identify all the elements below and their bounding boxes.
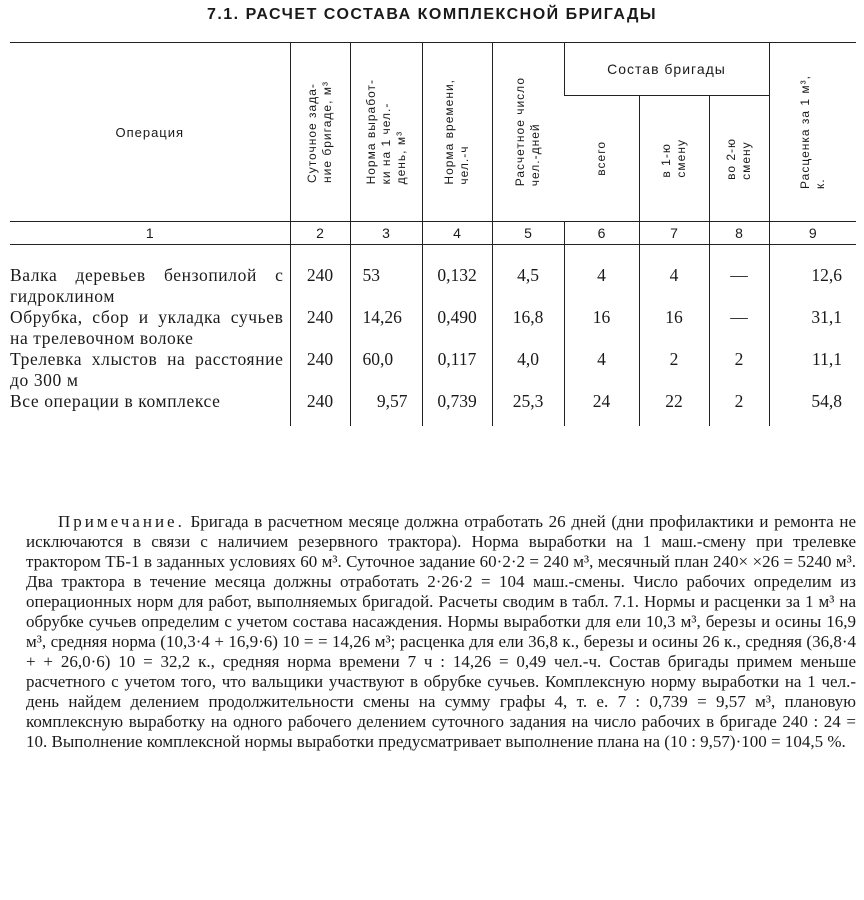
header-calc-count <box>492 43 564 222</box>
cell-crew-shift1: 16 <box>639 307 709 349</box>
header-crew-shift1 <box>639 96 709 222</box>
column-number: 9 <box>769 222 856 245</box>
column-number: 7 <box>639 222 709 245</box>
cell-crew-shift1: 2 <box>639 349 709 391</box>
table-row <box>10 307 856 349</box>
spacer-row <box>10 245 856 266</box>
note-paragraph <box>26 512 856 752</box>
column-number-row <box>10 222 856 245</box>
column-number: 3 <box>350 222 422 245</box>
crew-table-container <box>10 42 856 426</box>
header-time-norm-label: Норма времени, чел.-ч <box>442 79 471 185</box>
cell-daily-task: 240 <box>290 391 350 412</box>
header-rate <box>769 43 856 222</box>
header-crew-shift2 <box>709 96 769 222</box>
cell-crew-shift2: — <box>709 307 769 349</box>
cell-rate: 11,1 <box>769 349 856 391</box>
header-crew-total-label: всего <box>593 141 608 176</box>
cell-rate: 12,6 <box>769 265 856 307</box>
header-crew-shift2-label: во 2-ю смену <box>724 137 753 180</box>
table-row <box>10 349 856 391</box>
header-operation <box>10 43 290 222</box>
column-number: 5 <box>492 222 564 245</box>
header-output-norm-label: Норма выработ- ки на 1 чел.- день, м³ <box>363 79 408 185</box>
column-number: 8 <box>709 222 769 245</box>
cell-crew-shift2: — <box>709 265 769 307</box>
cell-output-norm: 60,0 <box>350 349 422 391</box>
cell-daily-task: 240 <box>290 307 350 349</box>
header-operation-label: Операция <box>115 124 185 140</box>
header-output-norm <box>350 43 422 222</box>
cell-calc-count: 25,3 <box>492 391 564 412</box>
cell-time-norm: 0,132 <box>422 265 492 307</box>
cell-calc-count: 4,0 <box>492 349 564 391</box>
cell-daily-task: 240 <box>290 265 350 307</box>
header-daily-task-label: Суточное зада- ние бригаде, м³ <box>305 81 334 183</box>
column-number: 4 <box>422 222 492 245</box>
cell-crew-total: 4 <box>564 265 639 307</box>
header-rate-label: Расценка за 1 м³, к. <box>797 75 827 189</box>
cell-rate: 54,8 <box>769 391 856 412</box>
cell-crew-total: 4 <box>564 349 639 391</box>
cell-output-norm: 9,57 <box>350 391 422 412</box>
header-crew-shift1-label: в 1-ю смену <box>659 139 688 178</box>
header-row-top <box>10 43 856 96</box>
cell-crew-shift2: 2 <box>709 349 769 391</box>
table-row <box>10 265 856 307</box>
cell-time-norm: 0,117 <box>422 349 492 391</box>
cell-operation: Валка деревьев бензопилой с гидроклином <box>10 265 284 306</box>
spacer-row <box>10 412 856 426</box>
cell-rate: 31,1 <box>769 307 856 349</box>
cell-operation: Трелевка хлыстов на расстояние до 300 м <box>10 349 284 390</box>
cell-operation: Обрубка, сбор и укладка сучьев на трелевочном волоке <box>10 307 284 348</box>
cell-crew-shift2: 2 <box>709 391 769 412</box>
column-number: 1 <box>10 222 290 245</box>
cell-crew-total: 16 <box>564 307 639 349</box>
header-daily-task <box>290 43 350 222</box>
cell-output-norm: 14,26 <box>350 307 422 349</box>
cell-time-norm: 0,739 <box>422 391 492 412</box>
cell-crew-total: 24 <box>564 391 639 412</box>
cell-crew-shift1: 22 <box>639 391 709 412</box>
header-crew-total <box>564 96 639 222</box>
note-text: Бригада в расчетном месяце должна отработать 26 дней (дни профилактики и ремонта не исключаются в связи с наличием резервного трактора). Норма выработки на 1 маш.-смену при трелевке трактором ТБ-1 в заданных условиях 60 м³. Суточное задание 60·2·2 = 240 м³, месячный план 240× ×26 = 5240 м³. Два трактора в течение месяца должны отработать 2·26·2 = 104 маш.-смены. Число рабочих определим из операционных норм для работ, выполняемых бригадой. Расчеты сводим в табл. 7.1. Нормы и расценки за 1 м³ на обрубке сучьев определим с учетом состава насаждения. Нормы выработки для ели 10,3 м³, березы и осины 16,9 м³, средняя норма (10,3·4 + 16,9·6) 10 = = 14,26 м³; расценка для ели 36,8 к., березы и осины 26 к., средняя (36,8·4 + + 26,0·6) 10 = 32,2 к., средняя норма времени 7 ч : 14,26 = 0,49 чел.-ч. Состав бригады примем меньше расчетного с учетом того, что вальщики участвуют в обрубке сучьев. Комплексную норму выработки на 1 чел.-день найдем делением продолжительности смены на сумму графы 4, т. е. 7 : 0,739 = 9,57 м³, плановую комплексную выработку на одного рабочего делением суточного задания на число рабочих в бригаде 240 : 24 = 10. Выполнение комплексной нормы выработки предусматривает выполнение плана на (10 : 9,57)·100 = 104,5 %. <box>26 512 856 751</box>
header-calc-count-label: Расчетное число чел.-дней <box>513 77 542 187</box>
column-number: 6 <box>564 222 639 245</box>
cell-time-norm: 0,490 <box>422 307 492 349</box>
cell-output-norm: 53 <box>350 265 422 307</box>
header-crew-group <box>564 43 769 96</box>
crew-composition-table <box>10 42 856 426</box>
cell-calc-count: 16,8 <box>492 307 564 349</box>
cell-crew-shift1: 4 <box>639 265 709 307</box>
header-time-norm <box>422 43 492 222</box>
header-crew-group-label: Состав бригады <box>607 61 726 77</box>
note-lead: Примечание. <box>58 512 185 531</box>
cell-operation: Все операции в комплексе <box>10 391 221 411</box>
cell-daily-task: 240 <box>290 349 350 391</box>
table-row <box>10 391 856 412</box>
table-title: 7.1. РАСЧЕТ СОСТАВА КОМПЛЕКСНОЙ БРИГАДЫ <box>206 6 658 23</box>
cell-calc-count: 4,5 <box>492 265 564 307</box>
column-number: 2 <box>290 222 350 245</box>
